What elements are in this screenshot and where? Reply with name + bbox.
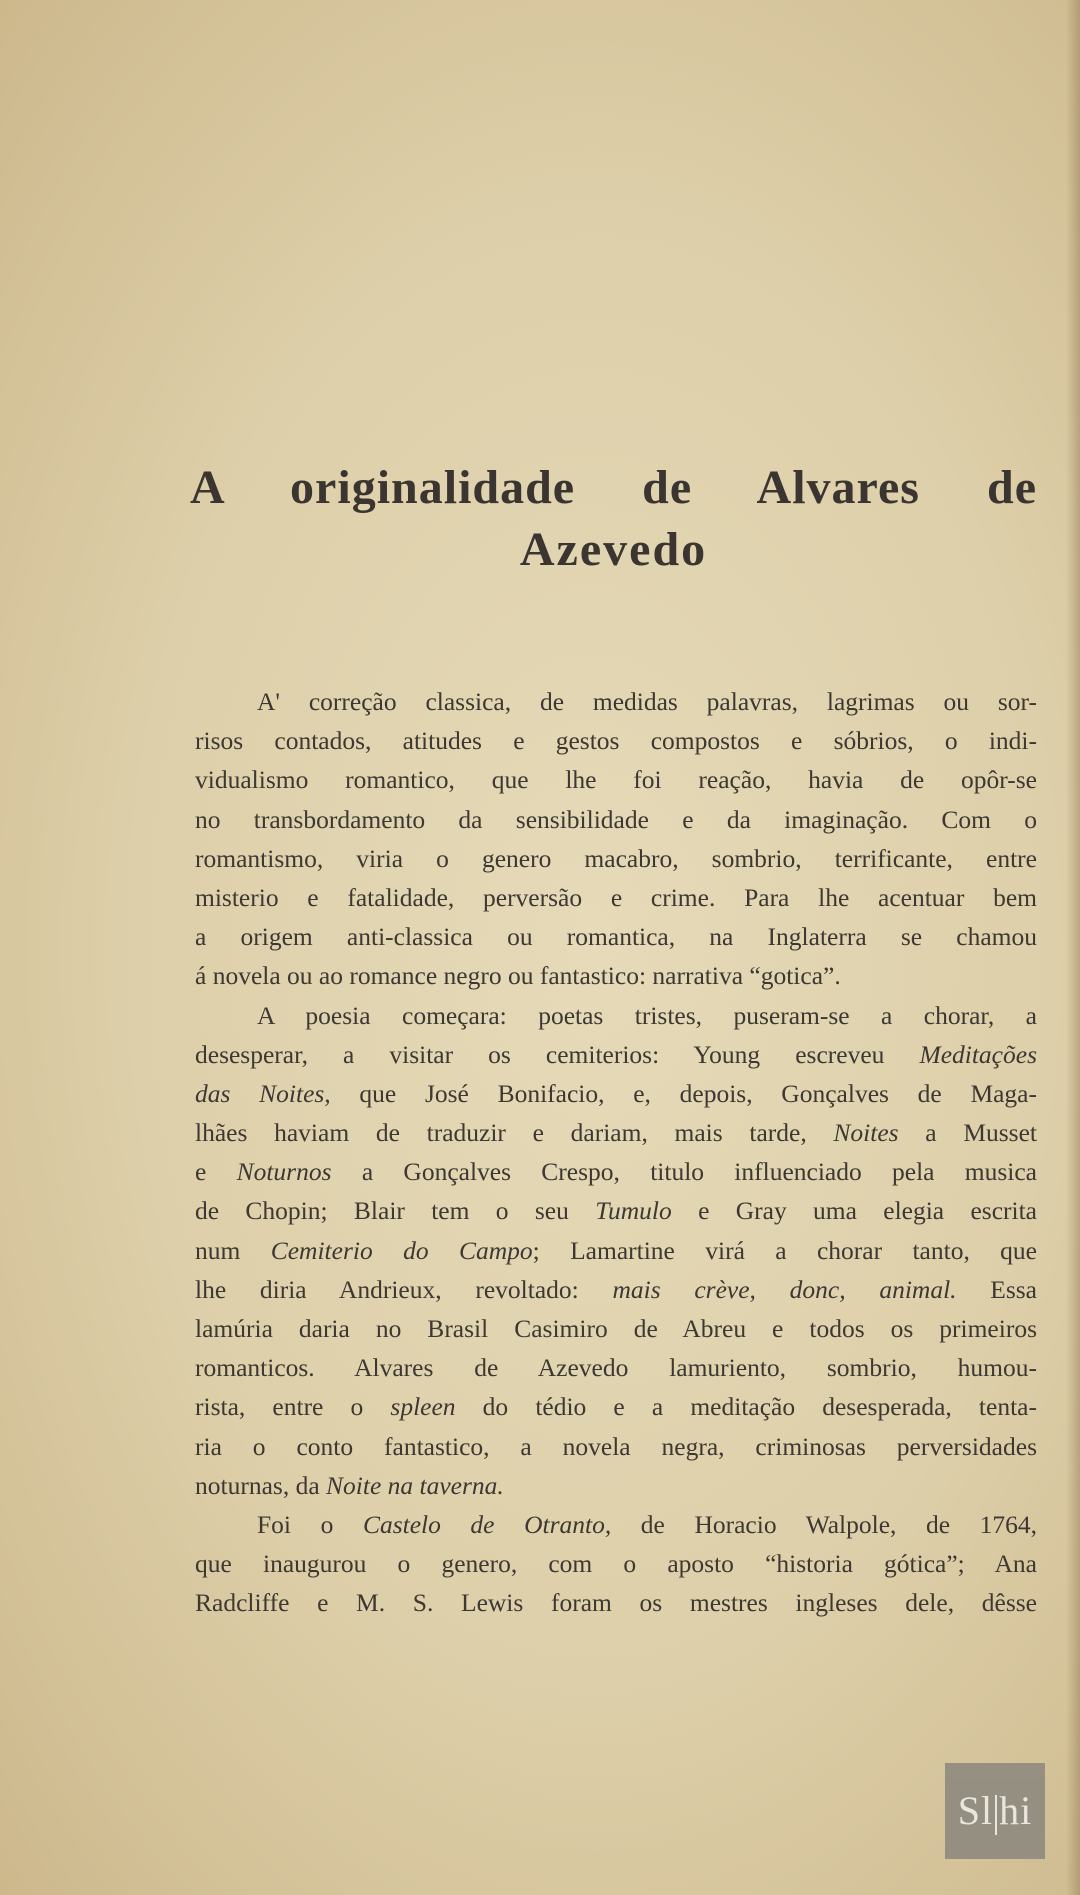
italic-quote: mais crève, donc, animal. — [612, 1274, 957, 1304]
italic-word: spleen — [390, 1392, 456, 1422]
italic-title: Noites — [833, 1118, 899, 1148]
italic-title: Meditações — [919, 1039, 1037, 1069]
text-run: do tédio e a meditação desesperada, tenta- — [455, 1392, 1037, 1422]
text-run: que José Bonifacio, e, depois, Gonçalves de Maga- — [330, 1078, 1037, 1108]
text-line: A poesia começara: poetas tristes, puseram-se a chorar, a — [257, 1000, 1037, 1030]
text-line: risos contados, atitudes e gestos compostos e sóbrios, o indi- — [195, 726, 1037, 756]
text-line — [195, 1466, 1037, 1505]
text-line — [195, 1270, 1037, 1309]
text-line: a origem anti-classica ou romantica, na Inglaterra se chamou — [195, 922, 1037, 952]
text-line — [195, 1387, 1037, 1426]
text-run: e — [195, 1157, 237, 1187]
text-run: Essa — [956, 1274, 1037, 1304]
text-run: num — [195, 1235, 271, 1265]
text-line — [195, 1505, 1037, 1544]
text-line — [195, 1035, 1037, 1074]
stamp-divider — [995, 1795, 997, 1835]
library-watermark-stamp — [945, 1763, 1045, 1859]
text-run: e Gray uma elegia escrita — [671, 1196, 1037, 1226]
text-line: lamúria daria no Brasil Casimiro de Abreu e todos os primeiros — [195, 1314, 1037, 1343]
text-line: no transbordamento da sensibilidade e da imaginação. Com o — [195, 804, 1037, 834]
text-run: rista, entre o — [195, 1392, 391, 1422]
italic-title: Cemiterio do Campo — [270, 1235, 533, 1265]
text-line — [195, 1074, 1037, 1113]
text-line: ria o conto fantastico, a novela negra, criminosas perversidades — [195, 1431, 1037, 1461]
text-line: que inaugurou o genero, com o aposto “historia gótica”; Ana — [195, 1549, 1037, 1579]
text-line: Radcliffe e M. S. Lewis foram os mestres ingleses dele, dêsse — [195, 1588, 1037, 1618]
text-line: romanticos. Alvares de Azevedo lamuriento, sombrio, humou- — [195, 1353, 1037, 1383]
text-line: vidualismo romantico, que lhe foi reação, havia de opôr-se — [195, 765, 1037, 795]
page-edge-shadow — [1066, 0, 1080, 1895]
italic-title: das Noites, — [195, 1078, 331, 1108]
chapter-body — [195, 682, 1037, 1623]
chapter-title-line-2: Azevedo — [519, 523, 708, 576]
text-run: Foi o — [257, 1509, 363, 1539]
italic-title: Noite na taverna. — [326, 1470, 504, 1500]
text-run: ; Lamartine virá a chorar tanto, que — [532, 1235, 1038, 1265]
italic-title: Castelo de Otranto, — [362, 1509, 612, 1539]
text-line: A' correção classica, de medidas palavras, lagrimas ou sor- — [257, 687, 1037, 716]
text-run: a Gonçalves Crespo, titulo influenciado pela musica — [331, 1157, 1037, 1187]
text-run: a Musset — [898, 1118, 1037, 1148]
text-line: á novela ou ao romance negro ou fantastico: narrativa “gotica”. — [195, 961, 841, 991]
text-run: lhães haviam de traduzir e dariam, mais tarde, — [195, 1118, 834, 1148]
text-line — [195, 1191, 1037, 1230]
text-line — [195, 1152, 1037, 1191]
stamp-text-right: hi — [999, 1788, 1033, 1833]
text-run: noturnas, da — [195, 1470, 327, 1500]
text-run: desesperar, a visitar os cemiterios: Young escreveu — [195, 1039, 920, 1069]
text-line: misterio e fatalidade, perversão e crime. Para lhe acentuar bem — [195, 882, 1037, 912]
text-run: de Horacio Walpole, de 1764, — [611, 1509, 1037, 1539]
text-line: romantismo, viria o genero macabro, sombrio, terrificante, entre — [195, 843, 1037, 873]
stamp-text-left: Sl — [957, 1788, 994, 1833]
text-run: lhe diria Andrieux, revoltado: — [195, 1274, 613, 1304]
text-line — [195, 1113, 1037, 1152]
chapter-title-line-1: A originalidade de Alvares de — [190, 461, 1037, 514]
italic-title: Tumulo — [595, 1196, 672, 1226]
text-run: de Chopin; Blair tem o seu — [195, 1196, 596, 1226]
text-line — [195, 1231, 1037, 1270]
italic-title: Noturnos — [236, 1157, 332, 1187]
